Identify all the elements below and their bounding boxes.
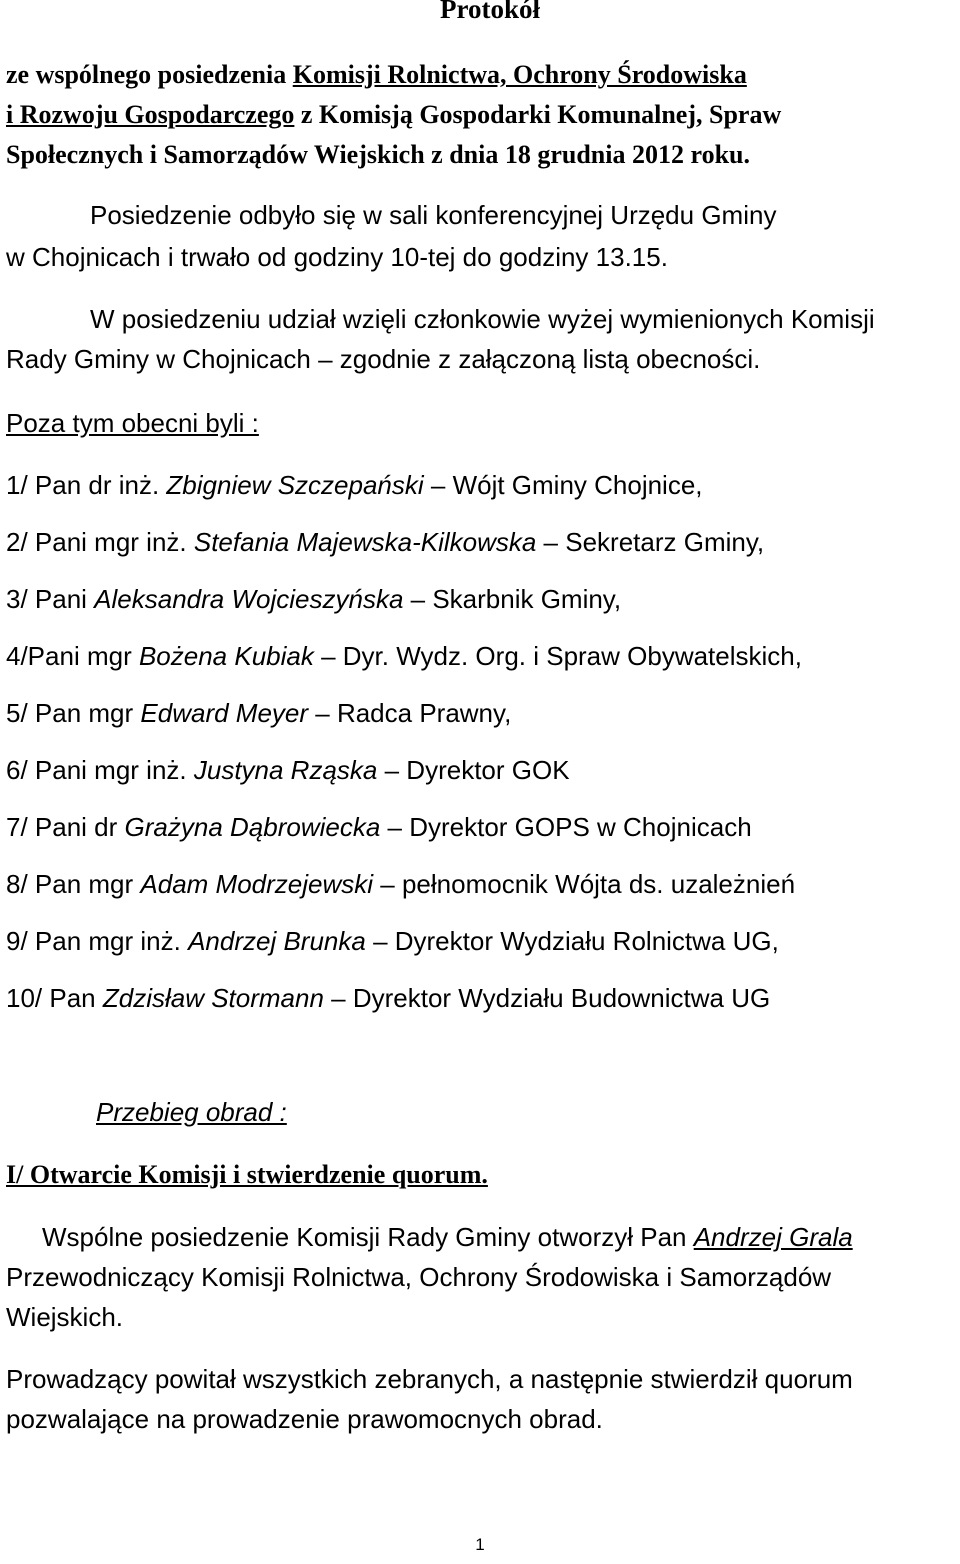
attendee-name: Zbigniew Szczepański <box>166 470 424 500</box>
meeting-location-line-2: w Chojnicach i trwało od godziny 10-tej do godziny 13.15. <box>6 242 668 272</box>
page-number: 1 <box>475 1535 485 1554</box>
opening-paragraph-line-2: Przewodniczący Komisji Rolnictwa, Ochrony Środowiska i Samorządów <box>6 1262 832 1292</box>
attendee-role: – Dyrektor GOK <box>377 755 570 785</box>
opening-text: Wspólne posiedzenie Komisji Rady Gminy otworzył Pan <box>42 1222 694 1252</box>
attendee-item <box>6 983 770 1014</box>
attendee-name: Bożena Kubiak <box>138 641 314 671</box>
attendee-item <box>6 584 621 615</box>
attendee-item <box>6 926 779 957</box>
quorum-paragraph-line-1: Prowadzący powitał wszystkich zebranych, a następnie stwierdził quorum <box>6 1364 853 1394</box>
attendee-name: Edward Meyer <box>140 698 309 728</box>
attendee-item <box>6 869 795 900</box>
attendee-item <box>6 812 752 843</box>
attendee-role: – Skarbnik Gminy, <box>403 584 622 614</box>
attendee-title: 8/ Pan mgr <box>6 869 141 899</box>
attendee-title: 7/ Pani dr <box>6 812 125 842</box>
proceedings-heading: Przebieg obrad : <box>96 1097 287 1127</box>
attendee-title: 4/Pani mgr <box>6 641 139 671</box>
attendee-item <box>6 755 570 786</box>
quorum-paragraph-line-2: pozwalające na prowadzenie prawomocnych obrad. <box>6 1404 603 1434</box>
document-title: Protokół <box>440 0 540 24</box>
meeting-location-line-1: Posiedzenie odbyło się w sali konferencyjnej Urzędu Gminy <box>90 200 777 230</box>
attendee-role: – Radca Prawny, <box>308 698 512 728</box>
participants-line-1: W posiedzeniu udział wzięli członkowie wyżej wymienionych Komisji <box>90 304 875 334</box>
attendees-heading: Poza tym obecni byli : <box>6 408 259 438</box>
attendee-name: Andrzej Brunka <box>188 926 366 956</box>
attendee-item <box>6 641 802 672</box>
committee-name-underlined: i Rozwoju Gospodarczego <box>6 100 295 129</box>
header-line-3: Społecznych i Samorządów Wiejskich z dnia 18 grudnia 2012 roku. <box>6 140 750 169</box>
attendee-role: – Dyr. Wydz. Org. i Spraw Obywatelskich, <box>313 641 802 671</box>
attendee-role: – Wójt Gminy Chojnice, <box>423 470 703 500</box>
attendee-name: Stefania Majewska-Kilkowska <box>193 527 537 557</box>
attendee-title: 10/ Pan <box>6 983 103 1013</box>
attendee-role: – Dyrektor Wydziału Budownictwa UG <box>323 983 771 1013</box>
header-text: ze wspólnego posiedzenia <box>6 60 293 89</box>
attendee-name: Justyna Rząska <box>193 755 378 785</box>
section-heading: I/ Otwarcie Komisji i stwierdzenie quorum. <box>6 1160 488 1189</box>
attendee-name: Adam Modrzejewski <box>140 869 374 899</box>
attendee-name: Grażyna Dąbrowiecka <box>124 812 381 842</box>
header-line-2 <box>6 100 781 130</box>
attendee-title: 5/ Pan mgr <box>6 698 141 728</box>
participants-line-2: Rady Gminy w Chojnicach – zgodnie z załączoną listą obecności. <box>6 344 761 374</box>
attendee-role: – Dyrektor Wydziału Rolnictwa UG, <box>365 926 779 956</box>
attendee-title: 6/ Pani mgr inż. <box>6 755 194 785</box>
attendee-item <box>6 698 511 729</box>
opening-paragraph-line-1 <box>42 1222 853 1253</box>
attendee-title: 2/ Pani mgr inż. <box>6 527 194 557</box>
attendee-item <box>6 470 703 501</box>
header-text: z Komisją Gospodarki Komunalnej, Spraw <box>294 100 782 129</box>
opening-paragraph-line-3: Wiejskich. <box>6 1302 124 1332</box>
committee-name-underlined: Komisji Rolnictwa, Ochrony Środowiska <box>292 60 747 89</box>
attendee-item <box>6 527 764 558</box>
header-line-1 <box>6 60 747 90</box>
attendee-role: – Sekretarz Gminy, <box>536 527 765 557</box>
attendee-title: 3/ Pani <box>6 584 95 614</box>
attendee-role: – pełnomocnik Wójta ds. uzależnień <box>373 869 796 899</box>
attendee-role: – Dyrektor GOPS w Chojnicach <box>380 812 752 842</box>
attendee-title: 1/ Pan dr inż. <box>6 470 167 500</box>
chairman-name: Andrzej Grala <box>693 1222 853 1252</box>
attendee-title: 9/ Pan mgr inż. <box>6 926 189 956</box>
attendee-name: Zdzisław Stormann <box>102 983 324 1013</box>
attendee-name: Aleksandra Wojcieszyńska <box>94 584 404 614</box>
